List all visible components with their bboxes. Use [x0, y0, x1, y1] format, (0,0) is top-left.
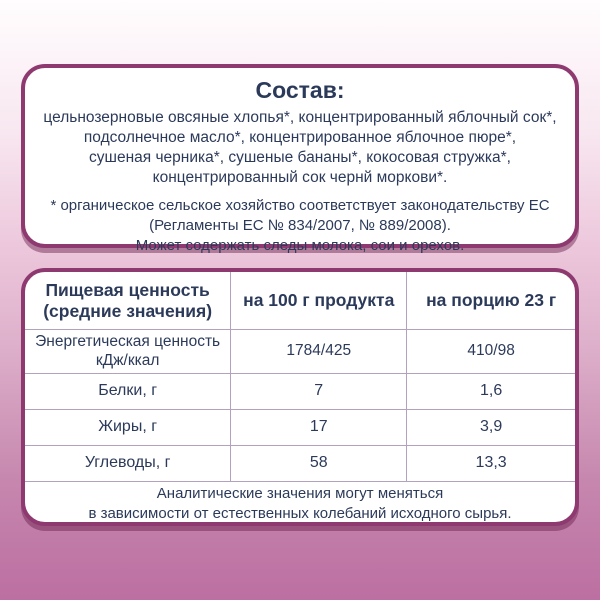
row-label: Белки, г — [25, 374, 231, 409]
header-cell-per-portion: на порцию 23 г — [426, 290, 557, 311]
footnote-line: Аналитические значения могут меняться — [156, 485, 444, 502]
table-header-row — [25, 272, 575, 330]
row-label: Жиры, г — [25, 410, 231, 445]
analytical-values-footnote — [25, 482, 575, 530]
composition-title: Состав: — [255, 77, 345, 103]
ingredient-line: подсолнечное масло*, концентрированное яблочное пюре*, — [83, 129, 517, 146]
label-line: кДж/ккал — [95, 351, 160, 369]
ingredient-line: сушеная черника*, сушеные бананы*, кокосовая стружка*, — [89, 149, 511, 166]
header-line: (средние значения) — [43, 300, 213, 321]
table-row-carbs — [25, 446, 575, 482]
header-cell-per-100g: на 100 г продукта — [231, 272, 407, 329]
footnote-line: в зависимости от естественных колебаний исходного сырья. — [88, 505, 512, 522]
composition-card — [21, 64, 579, 254]
value-per-100g: 7 — [231, 374, 407, 409]
row-label — [25, 330, 231, 373]
ingredient-line: концентрированный сок чернй моркови*. — [152, 169, 448, 186]
label-line: Энергетическая ценность — [35, 333, 221, 351]
ingredients-text — [39, 108, 561, 188]
value-per-portion: 3,9 — [480, 418, 503, 436]
table-row-protein — [25, 374, 575, 410]
value-per-100g: 1784/425 — [231, 330, 407, 373]
note-line: Может содержать следы молока, сои и орехов. — [135, 237, 465, 254]
table-row-fat — [25, 410, 575, 446]
value-per-portion: 1,6 — [480, 382, 503, 400]
note-line: * органическое сельское хозяйство соответствует законодательству ЕС — [50, 197, 550, 214]
note-line: (Регламенты ЕС № 834/2007, № 889/2008). — [149, 217, 451, 234]
nutrition-table — [25, 272, 575, 482]
table-row-energy — [25, 330, 575, 374]
header-line: Пищевая ценность — [45, 279, 210, 300]
value-per-portion: 410/98 — [467, 342, 515, 360]
header-cell-nutrition-label — [25, 272, 231, 329]
row-label: Углеводы, г — [25, 446, 231, 481]
value-per-100g: 17 — [231, 410, 407, 445]
organic-legal-note — [39, 196, 561, 256]
nutrition-card — [21, 268, 579, 526]
value-per-100g: 58 — [231, 446, 407, 481]
ingredient-line: цельнозерновые овсяные хлопья*, концентрированный яблочный сок*, — [43, 109, 557, 126]
value-per-portion: 13,3 — [475, 454, 507, 472]
